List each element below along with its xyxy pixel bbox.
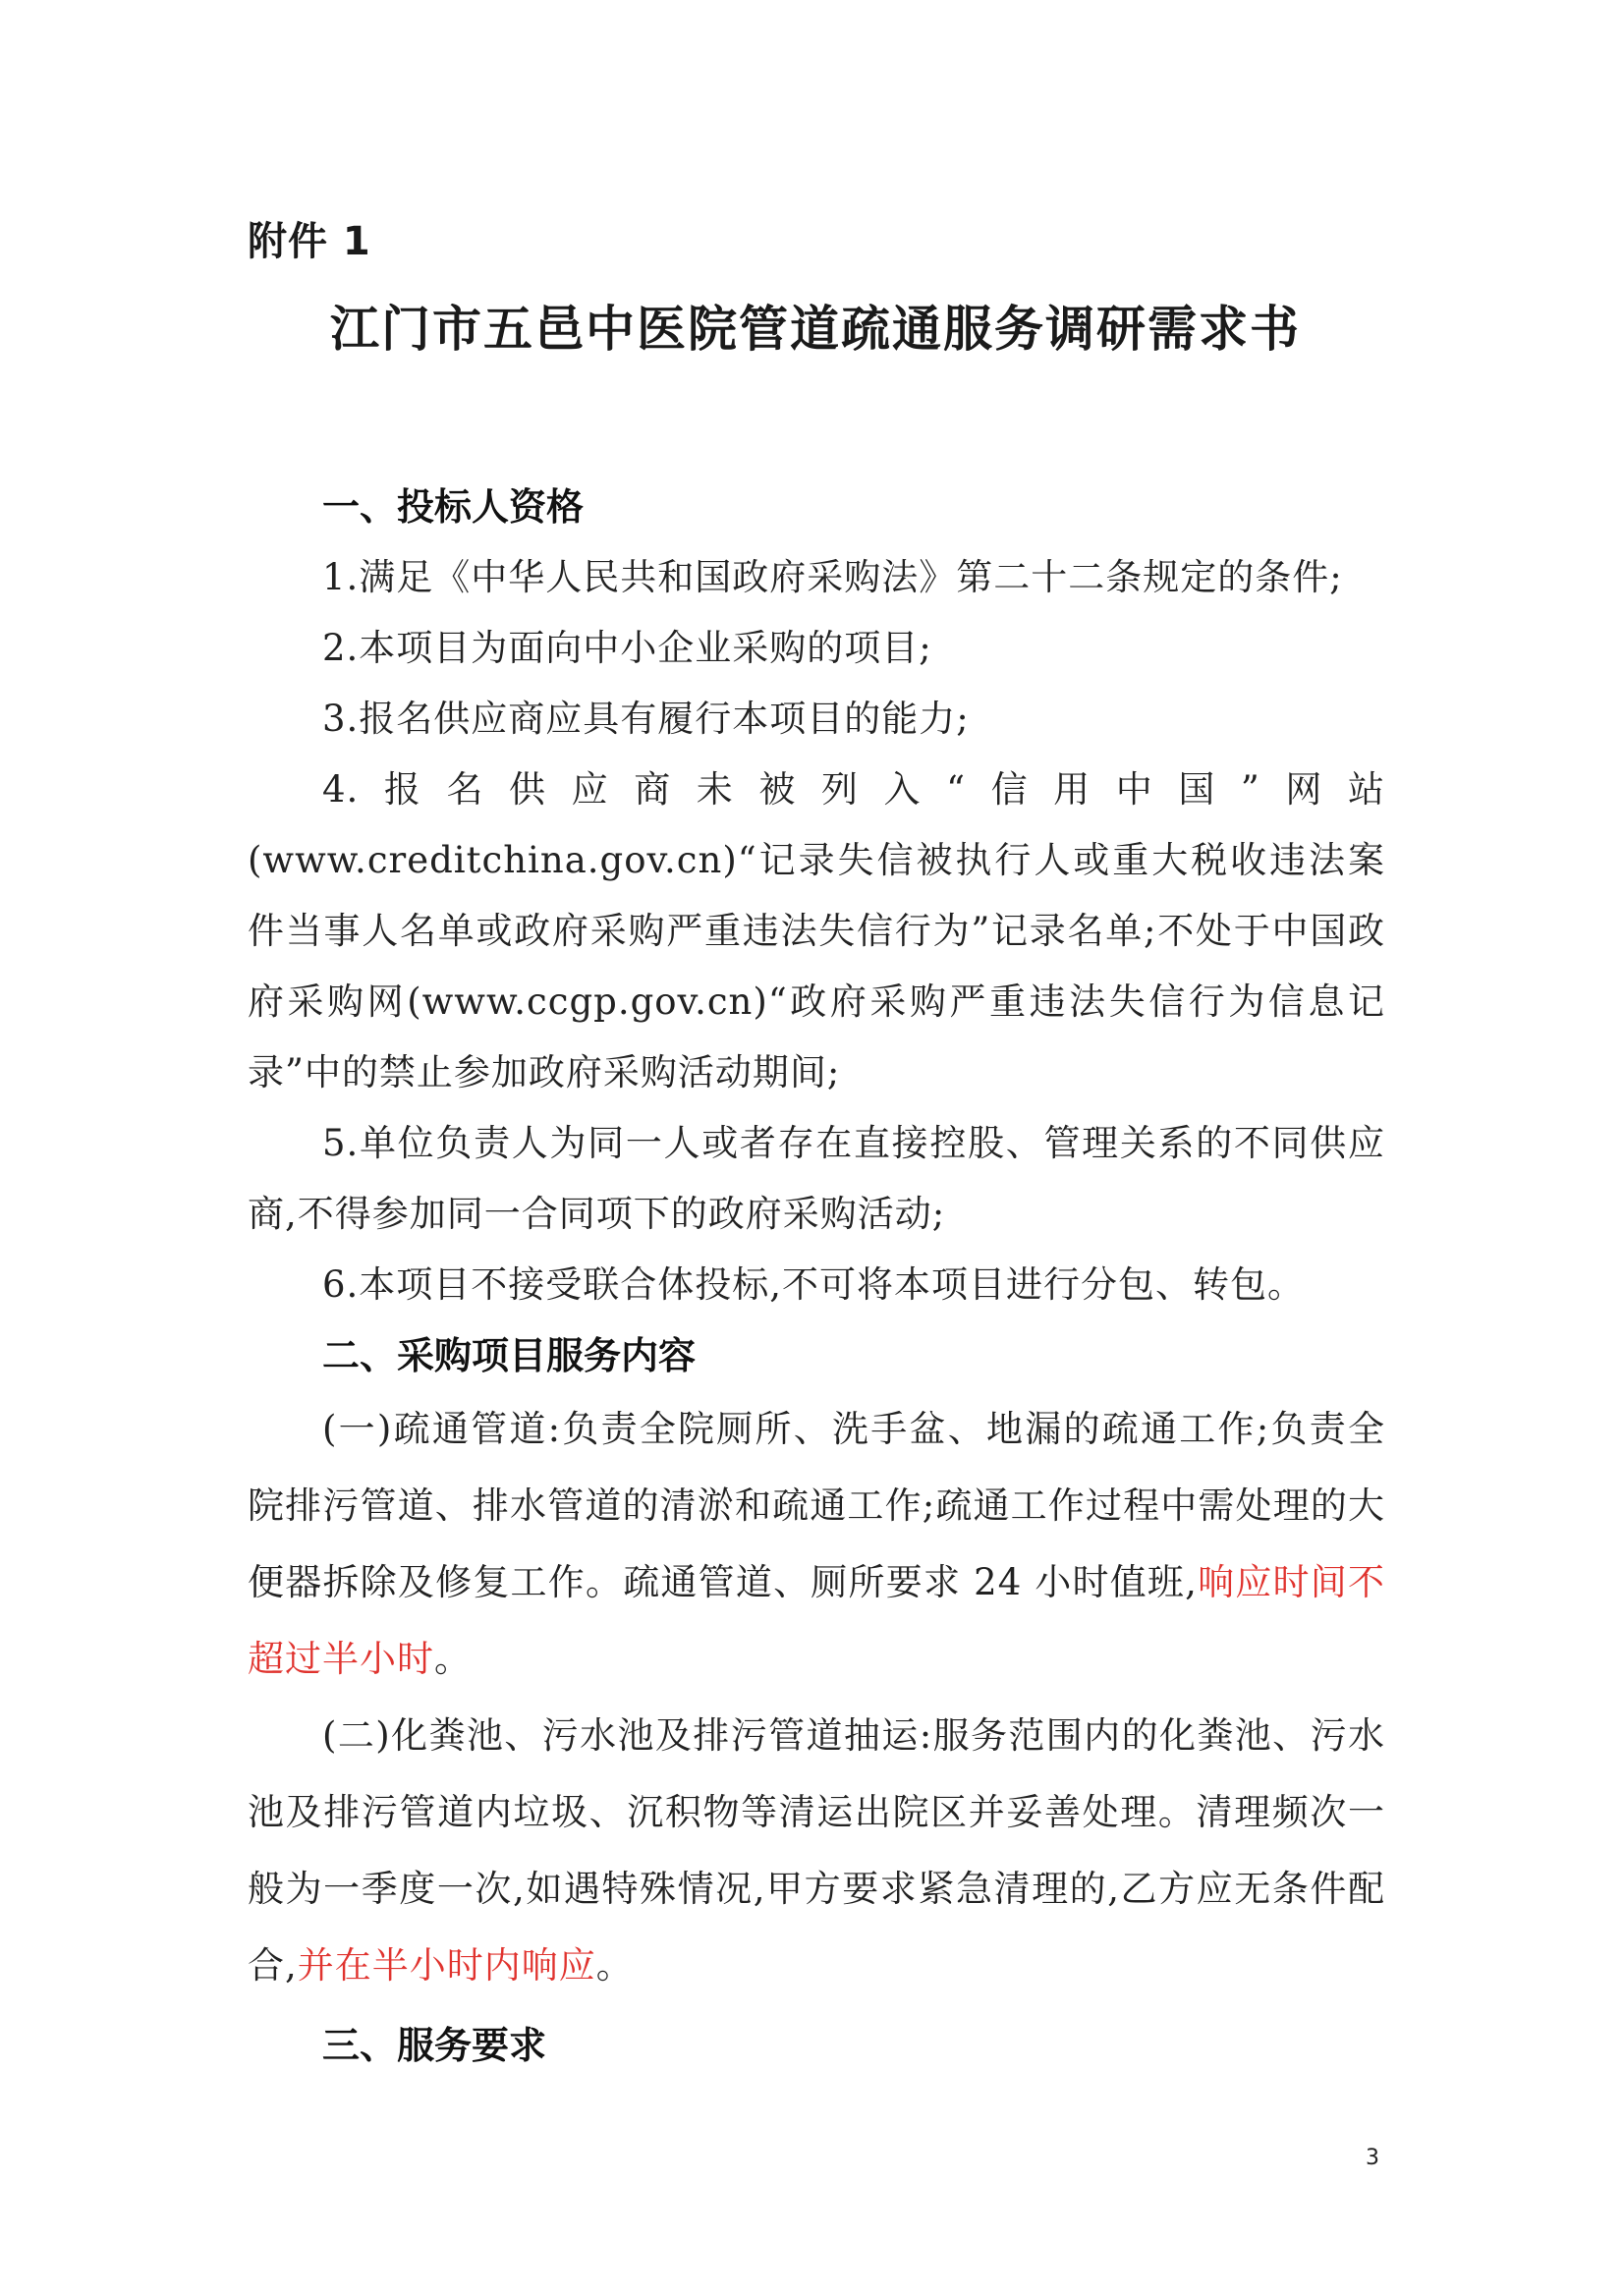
septic-tank-end: 。 (595, 1944, 634, 1987)
section-heading-service-content: 二、采购项目服务内容 (322, 1334, 697, 1377)
pipe-dredging-red-text: 响应时间不超过半小时 (248, 1561, 1385, 1680)
qualification-item-4: 4.报名供应商未被列入“信用中国”网站(www.creditchina.gov.cn)“记录失信被执行人或重大税收违法案件当事人名单或政府采购严重违法失信行为”记录名单;不处于中国政府采购网(www.ccgp.gov.cn)“政府采购严重违法失信行为信息记录”中的禁止参加政府采购活动期间; (248, 768, 1385, 1093)
septic-tank-text: (二)化粪池、污水池及排污管道抽运:服务范围内的化粪池、污水池及排污管道内垃圾、沉积物等清运出院区并妥善处理。清理频次一般为一季度一次,如遇特殊情况,甲方要求紧急清理的,乙方应无条件配合, (248, 1714, 1385, 1987)
section-heading-service-requirements: 三、服务要求 (322, 2024, 547, 2067)
qualification-item-5: 5.单位负责人为同一人或者存在直接控股、管理关系的不同供应商,不得参加同一合同项下的政府采购活动; (248, 1122, 1385, 1235)
qualification-item-3: 3.报名供应商应具有履行本项目的能力; (322, 698, 970, 740)
document-title: 江门市五邑中医院管道疏通服务调研需求书 (330, 301, 1301, 358)
qualification-item-2: 2.本项目为面向中小企业采购的项目; (322, 627, 932, 669)
page-number: 3 (1366, 2146, 1379, 2170)
service-paragraph-pipe-dredging (248, 1391, 1385, 1698)
pipe-dredging-text: (一)疏通管道:负责全院厕所、洗手盆、地漏的疏通工作;负责全院排污管道、排水管道的清淤和疏通工作;疏通工作过程中需处理的大便器拆除及修复工作。疏通管道、厕所要求 24 小时值班, (248, 1408, 1385, 1603)
pipe-dredging-end: 。 (434, 1638, 472, 1680)
service-paragraph-septic-tank (248, 1698, 1385, 2004)
qualification-item-6: 6.本项目不接受联合体投标,不可将本项目进行分包、转包。 (322, 1263, 1306, 1306)
document-body (248, 472, 1385, 2081)
section-heading-qualification: 一、投标人资格 (322, 485, 585, 529)
septic-tank-red-text: 并在半小时内响应 (297, 1944, 596, 1987)
qualification-item-1: 1.满足《中华人民共和国政府采购法》第二十二条规定的条件; (322, 556, 1343, 598)
attachment-label: 附件 1 (248, 219, 371, 264)
